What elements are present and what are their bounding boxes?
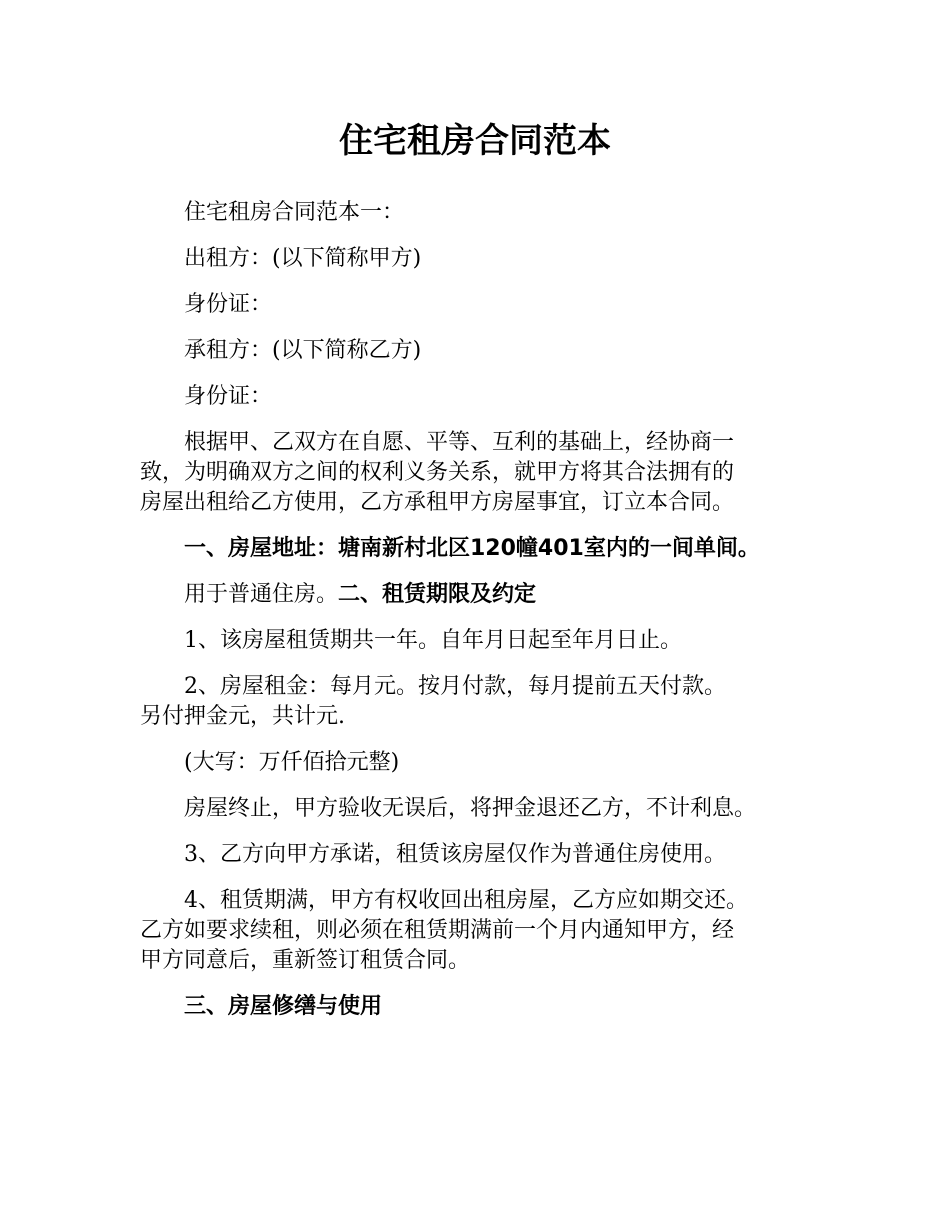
section-one-house-address: 一、房屋地址：塘南新村北区120幢401室内的一间单间。 [184, 536, 760, 561]
paragraph-preamble [140, 428, 820, 518]
paragraph-usage-and-section-two [140, 580, 820, 610]
paragraph-deposit-return: 房屋终止，甲方验收无误后，将押金退还乙方，不计利息。 [184, 796, 757, 821]
paragraph-lessor-id: 身份证： [184, 292, 273, 317]
expiry-line-3: 甲方同意后，重新签订租赁合同。 [140, 948, 471, 973]
clause-1-lease-term: 1、该房屋租赁期共一年。自年月日起至年月日止。 [184, 628, 682, 653]
clause-4-lease-expiry [140, 886, 820, 976]
expiry-line-2: 乙方如要求续租，则必须在租赁期满前一个月内通知甲方，经 [140, 918, 735, 943]
rent-line-1: 2、房屋租金：每月元。按月付款，每月提前五天付款。 [184, 674, 726, 699]
preamble-line-2: 致，为明确双方之间的权利义务关系，就甲方将其合法拥有的 [140, 460, 735, 485]
paragraph-lessee-id: 身份证： [184, 384, 273, 409]
clause-2-rent [140, 672, 820, 732]
preamble-line-1: 根据甲、乙双方在自愿、平等、互利的基础上，经协商一 [184, 430, 735, 455]
section-three-heading: 三、房屋修缮与使用 [184, 994, 383, 1019]
document-title: 住宅租房合同范本 [339, 121, 611, 161]
expiry-line-1: 4、租赁期满，甲方有权收回出租房屋，乙方应如期交还。 [184, 888, 748, 913]
paragraph-amount-in-words: (大写：万仟佰拾元整) [184, 750, 400, 775]
rent-line-2: 另付押金元，共计元. [140, 704, 345, 729]
clause-3-usage-promise: 3、乙方向甲方承诺，租赁该房屋仅作为普通住房使用。 [184, 842, 726, 867]
preamble-line-3: 房屋出租给乙方使用，乙方承租甲方房屋事宜，订立本合同。 [140, 490, 735, 515]
document-body [140, 198, 820, 1038]
paragraph-lessee: 承租方：(以下简称乙方) [184, 338, 422, 363]
usage-text: 用于普通住房。 [184, 582, 339, 607]
paragraph-heading-sample-one: 住宅租房合同范本一： [184, 200, 405, 225]
paragraph-lessor: 出租方：(以下简称甲方) [184, 246, 422, 271]
section-two-heading: 二、租赁期限及约定 [338, 582, 537, 607]
